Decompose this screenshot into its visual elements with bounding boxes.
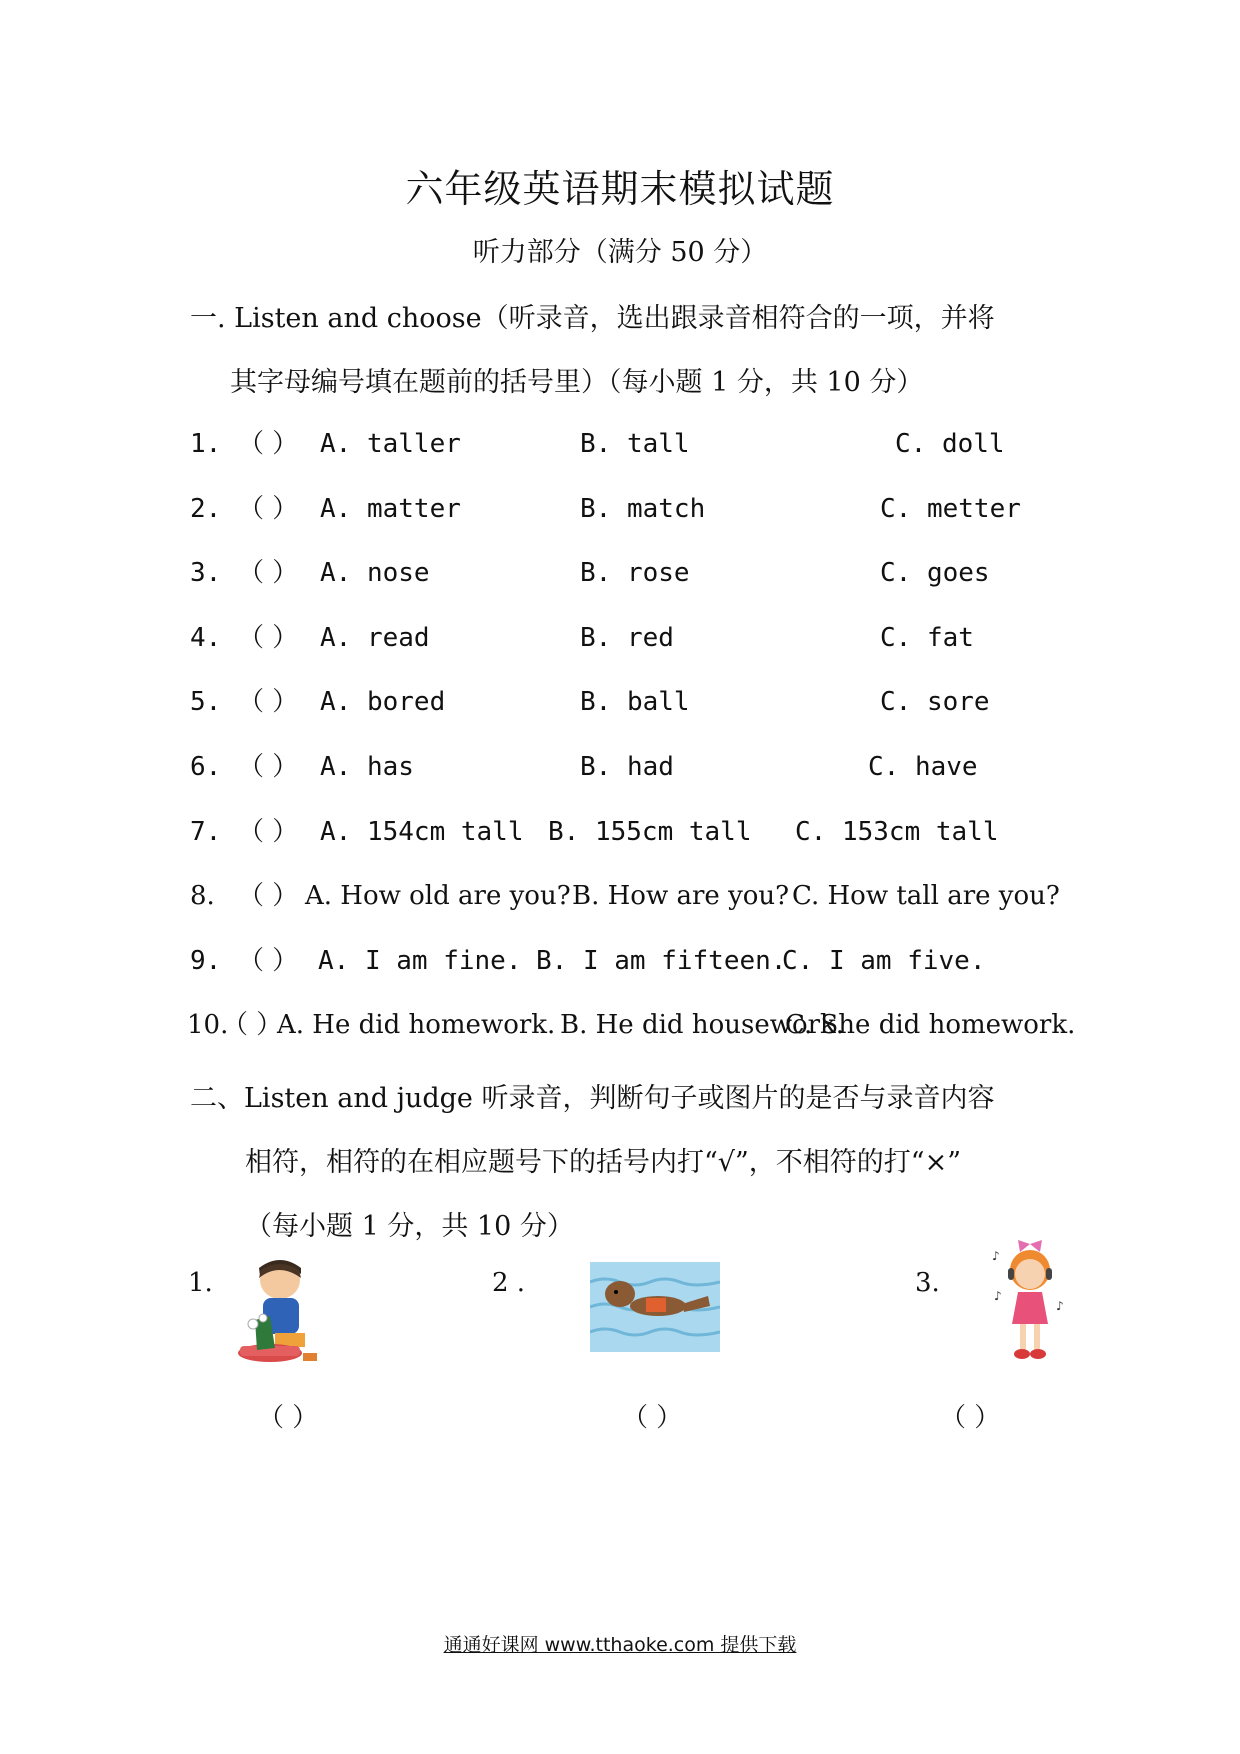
choice-number: 2.	[190, 493, 222, 524]
option-b: B. He did housework.	[560, 1010, 845, 1041]
picture-number-3: 3.	[915, 1268, 940, 1298]
option-b: B. red	[580, 622, 674, 653]
option-c: C. metter	[880, 493, 1021, 524]
answer-bracket[interactable]: （ ）	[238, 752, 299, 782]
svg-text:♪: ♪	[1056, 1299, 1064, 1313]
option-a: A. matter	[320, 493, 461, 524]
section2-heading-line1: 二、Listen and judge 听录音，判断句子或图片的是否与录音内容	[190, 1083, 995, 1114]
option-b: B. match	[580, 493, 706, 524]
girl-listening-music-icon	[990, 1240, 1070, 1370]
page-title: 六年级英语期末模拟试题	[405, 167, 835, 211]
option-a: A. has	[320, 752, 414, 782]
answer-bracket[interactable]: （ ）	[238, 558, 299, 589]
option-a: A. taller	[320, 429, 461, 459]
section2-heading-line3: （每小题 1 分，共 10 分）	[245, 1211, 574, 1242]
option-c: C. How tall are you?	[792, 881, 1060, 912]
page-subtitle: 听力部分（满分 50 分）	[472, 237, 768, 268]
picture-answer-3[interactable]: （ ）	[940, 1403, 1001, 1433]
option-c: C. 153cm tall	[795, 816, 999, 847]
option-b: B. rose	[580, 558, 690, 589]
choice-number: 9.	[190, 945, 222, 976]
picture-number-1: 1.	[188, 1268, 213, 1298]
option-b: B. 155cm tall	[548, 816, 752, 847]
option-b: B. had	[580, 752, 674, 782]
option-b: B. ball	[580, 687, 690, 718]
option-a: A. nose	[320, 558, 430, 589]
option-a: A. I am fine.	[318, 945, 522, 976]
section1-heading-line2: 其字母编号填在题前的括号里）（每小题 1 分，共 10 分）	[230, 367, 924, 398]
choice-number: 4.	[190, 622, 222, 653]
option-b: B. tall	[580, 429, 690, 459]
option-b: B. I am fifteen.	[536, 945, 787, 976]
boy-washing-clothes-icon	[235, 1258, 325, 1373]
option-c: C. I am five.	[782, 945, 986, 976]
boy-swimming-icon	[590, 1262, 720, 1352]
choice-number: 5.	[190, 687, 222, 718]
option-a: A. 154cm tall	[320, 816, 524, 847]
footer-source: 通通好课网 www.tthaoke.com 提供下载	[443, 1634, 797, 1656]
choice-number: 1.	[190, 429, 222, 459]
picture-answer-2[interactable]: （ ）	[622, 1403, 683, 1433]
choice-number: 3.	[190, 558, 222, 589]
section2-heading-line2: 相符，相符的在相应题号下的括号内打“√”，不相符的打“×”	[245, 1147, 962, 1178]
picture-answer-1[interactable]: （ ）	[258, 1403, 319, 1433]
choice-number: 6.	[190, 752, 222, 782]
option-a: A. read	[320, 622, 430, 653]
option-a: A. He did homework.	[277, 1010, 556, 1041]
svg-text:♪: ♪	[994, 1289, 1002, 1303]
answer-bracket[interactable]: （ ）	[238, 816, 299, 847]
choice-number: 10.	[187, 1010, 229, 1041]
option-a: A. How old are you?	[305, 881, 571, 912]
choice-number: 8.	[190, 881, 215, 912]
option-c: C. She did homework.	[785, 1010, 1076, 1041]
option-c: C. sore	[880, 687, 990, 718]
section1-heading-line1: 一. Listen and choose（听录音，选出跟录音相符合的一项，并将	[190, 303, 995, 334]
answer-bracket[interactable]: （ ）	[238, 493, 299, 524]
option-c: C. have	[868, 752, 978, 782]
option-a: A. bored	[320, 687, 446, 718]
answer-bracket[interactable]: （ ）	[238, 945, 299, 976]
option-c: C. goes	[880, 558, 990, 589]
picture-number-2: 2 .	[492, 1268, 526, 1298]
option-c: C. doll	[895, 429, 1005, 459]
answer-bracket[interactable]: （ ）	[238, 881, 299, 912]
choice-number: 7.	[190, 816, 222, 847]
option-c: C. fat	[880, 622, 974, 653]
answer-bracket[interactable]: （ ）	[222, 1010, 283, 1041]
option-b: B. How are you?	[572, 881, 790, 912]
answer-bracket[interactable]: （ ）	[238, 622, 299, 653]
svg-text:♪: ♪	[992, 1249, 1000, 1263]
answer-bracket[interactable]: （ ）	[238, 429, 299, 459]
answer-bracket[interactable]: （ ）	[238, 687, 299, 718]
